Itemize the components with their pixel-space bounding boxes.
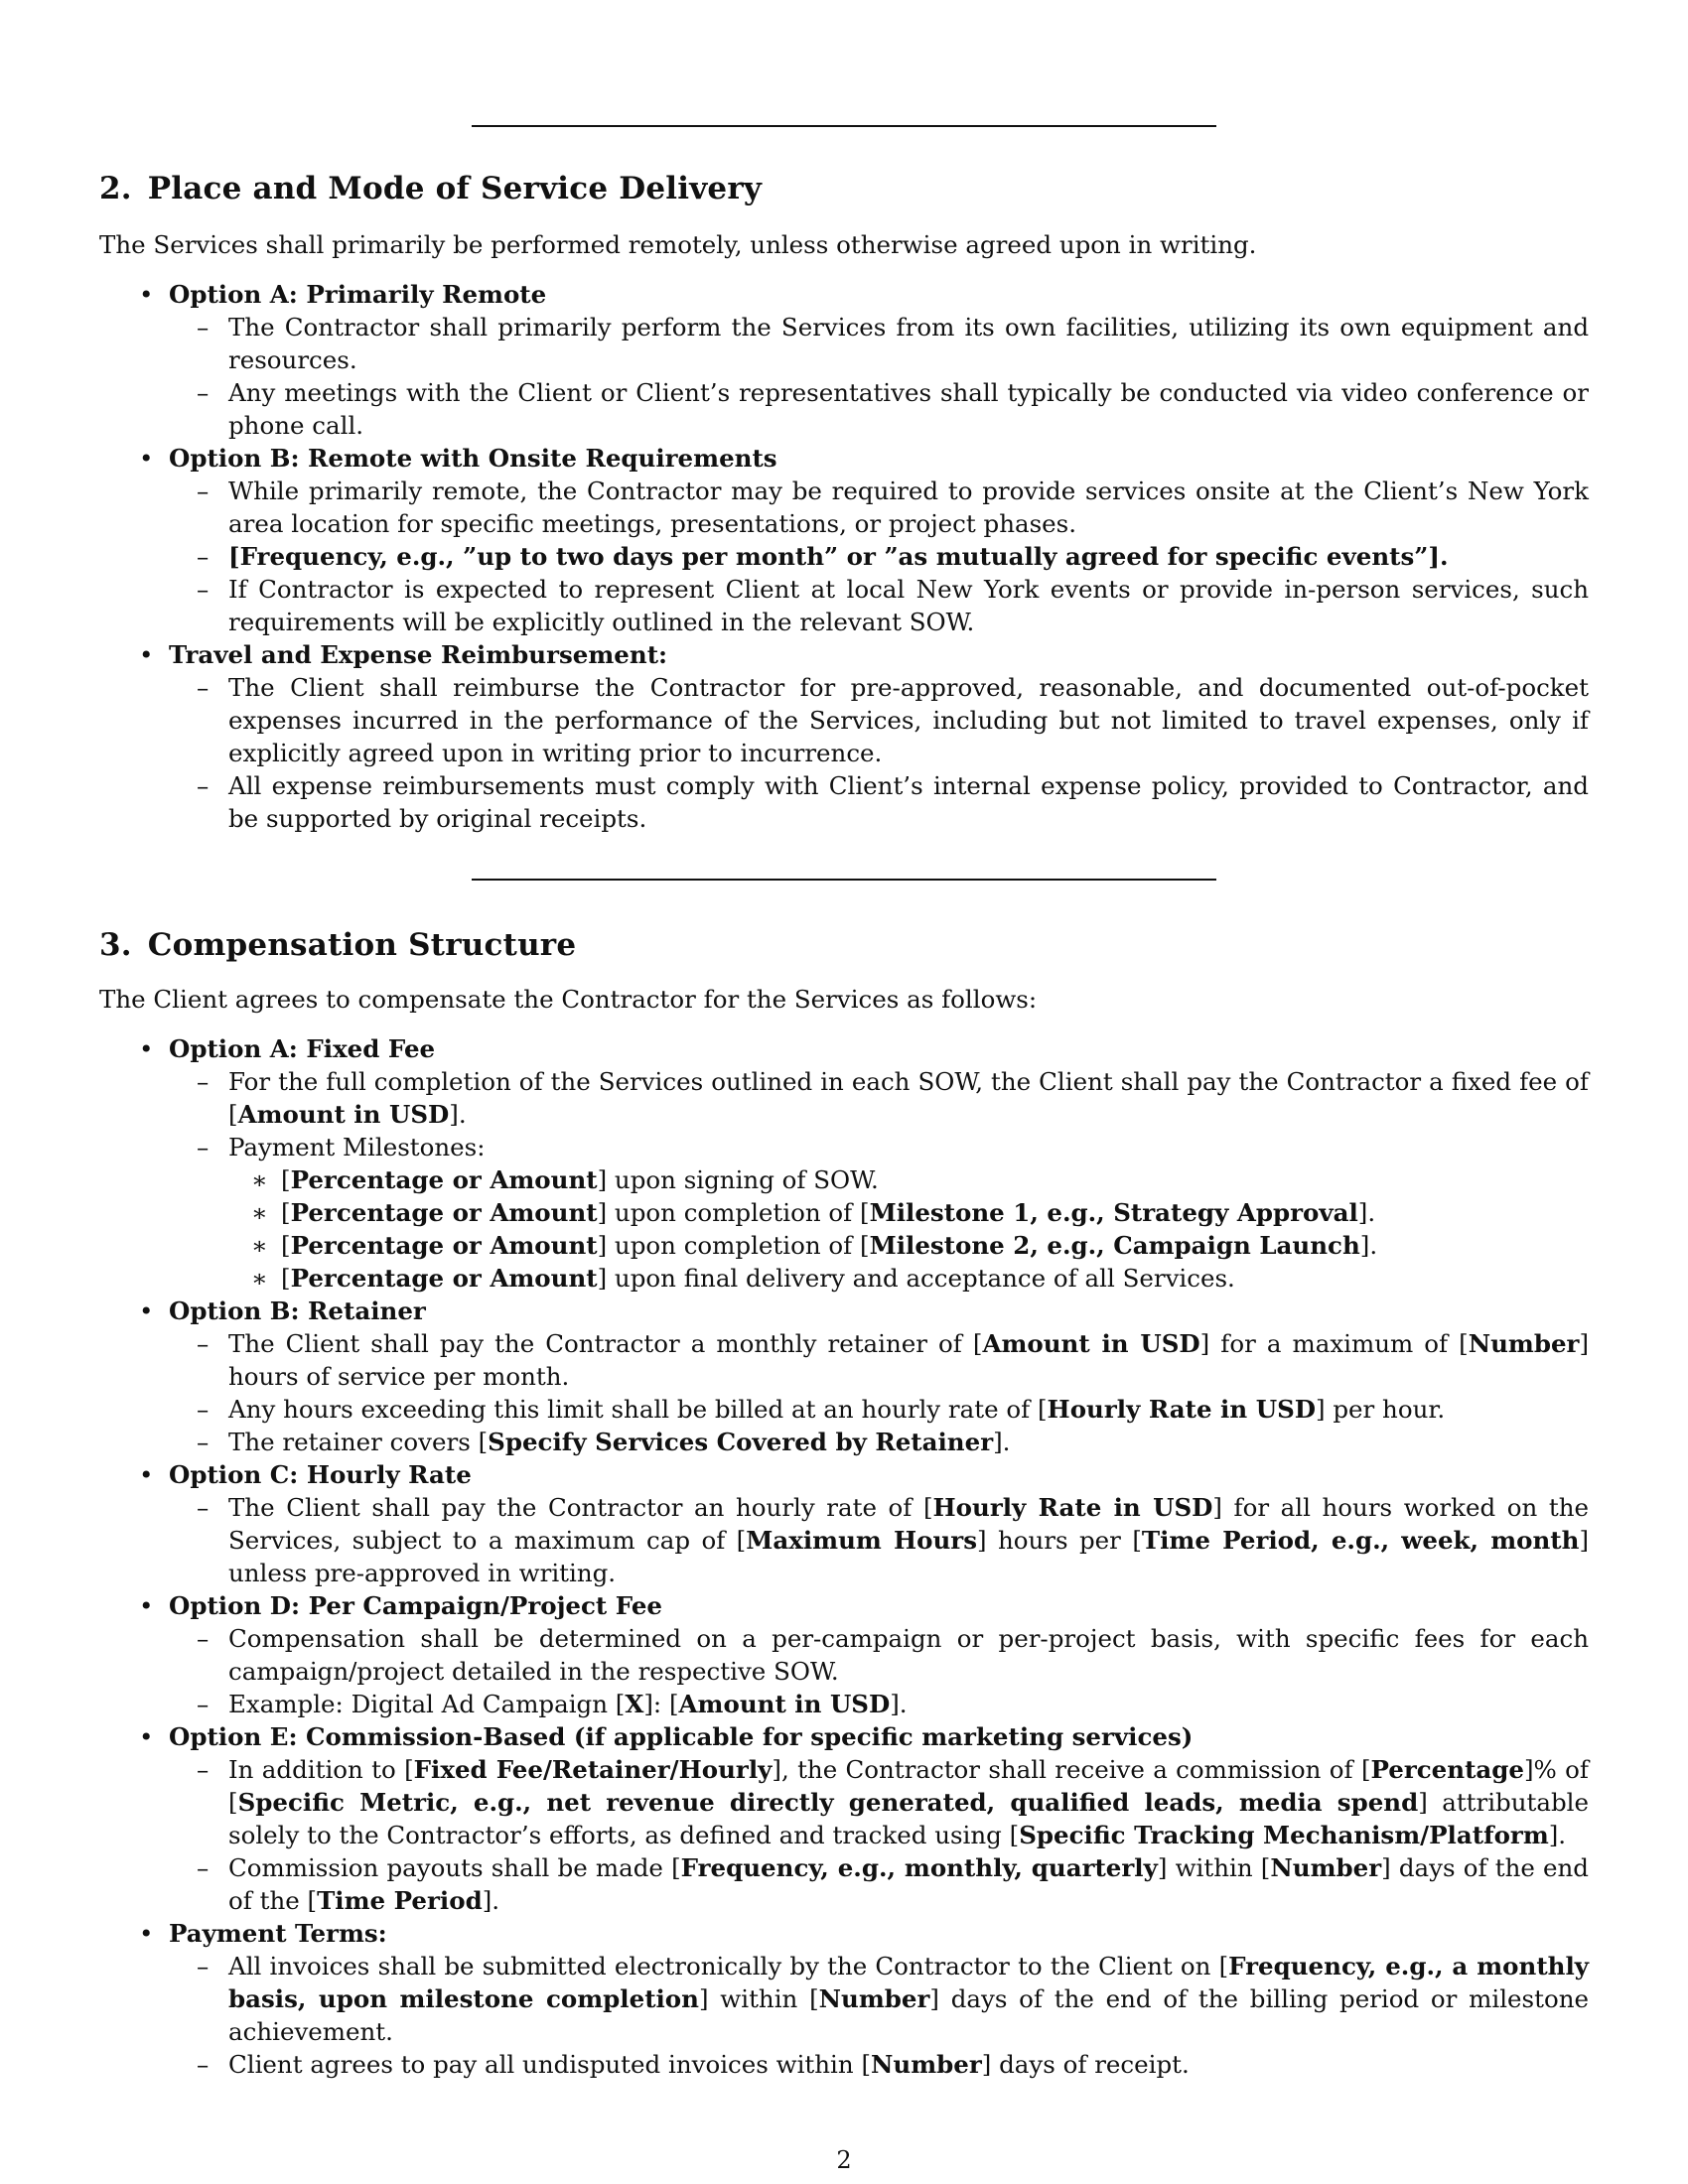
bullet: • — [139, 444, 154, 473]
option-a-fixed-fee: • Option A: Fixed Fee — [139, 1034, 436, 1063]
list-item: – Client agrees to pay all undisputed invoices within [Number] days of receipt. — [197, 2050, 1190, 2079]
section-2-options — [99, 278, 1589, 835]
section-3-intro: The Client agrees to compensate the Contractor for the Services as follows: — [99, 985, 1038, 1014]
payment-terms: • Payment Terms: — [139, 1919, 387, 1948]
mid-divider — [472, 879, 1216, 881]
option-a-remote: • Option A: Primarily Remote — [139, 280, 547, 309]
list-item: – Example: Digital Ad Campaign [X]: [Amount in USD]. — [197, 1690, 908, 1718]
bullet: • — [139, 640, 154, 669]
list-item: – In addition to [Fixed Fee/Retainer/Hourly], the Contractor shall receive a commission of [Percentage]% of [Specific Metric, e.g., net revenue directly generated, qualified leads, media spend] attributable solely to the Contractor’s efforts, as defined and tracked using [Specific Tracking Mechanism/Platform]. — [197, 1755, 1589, 1849]
milestone-item: ∗ [Percentage or Amount] upon completion of [Milestone 2, e.g., Campaign Launch]. — [251, 1231, 1378, 1260]
section-2-intro: The Services shall primarily be performed remotely, unless otherwise agreed upon in writing. — [99, 230, 1257, 259]
option-e-commission: • Option E: Commission-Based (if applicable for specific marketing services) — [139, 1722, 1194, 1751]
option-c-hourly: • Option C: Hourly Rate — [139, 1460, 472, 1489]
page-number: 2 — [836, 2146, 852, 2174]
section-2-heading: 2. Place and Mode of Service Delivery — [99, 171, 763, 206]
list-item: – Compensation shall be determined on a per-campaign or per-project basis, with specific fees for each campaign/project detailed in the respective SOW. — [197, 1624, 1589, 1686]
list-item: – Commission payouts shall be made [Frequency, e.g., monthly, quarterly] within [Number] days of the end of the [Time Period]. — [197, 1853, 1589, 1915]
list-item: – The Client shall pay the Contractor a monthly retainer of [Amount in USD] for a maximum of [Number] hours of service per month. — [197, 1329, 1590, 1391]
milestone-item: ∗ [Percentage or Amount] upon signing of SOW. — [251, 1165, 879, 1194]
list-item: – The retainer covers [Specify Services Covered by Retainer]. — [197, 1428, 1011, 1456]
list-item: – [Frequency, e.g., ”up to two days per month” or ”as mutually agreed for specific events”]. — [197, 542, 1449, 571]
list-item: – All invoices shall be submitted electronically by the Contractor to the Client on [Frequency, e.g., a monthly basis, upon milestone completion] within [Number] days of the end of the billing period or milestone achievement. — [197, 1952, 1589, 2046]
list-item: – If Contractor is expected to represent Client at local New York events or provide in-person services, such requirements will be explicitly outlined in the relevant SOW. — [197, 575, 1589, 636]
list-item: – The Client shall reimburse the Contractor for pre-approved, reasonable, and documented out-of-pocket expenses incurred in the performance of the Services, including but not limited to travel expenses, only if explicitly agreed upon in writing prior to incurrence. — [197, 673, 1589, 767]
option-b-onsite: • Option B: Remote with Onsite Requirements — [139, 444, 777, 473]
option-d-per-campaign: • Option D: Per Campaign/Project Fee — [139, 1591, 663, 1620]
top-divider — [472, 125, 1216, 127]
milestone-item: ∗ [Percentage or Amount] upon completion of [Milestone 1, e.g., Strategy Approval]. — [251, 1198, 1376, 1227]
list-item: – All expense reimbursements must comply with Client’s internal expense policy, provided to Contractor, and be supported by original receipts. — [197, 771, 1589, 833]
option-b-retainer: • Option B: Retainer — [139, 1297, 426, 1325]
section-3-heading: 3. Compensation Structure — [99, 927, 577, 963]
list-item: – Any hours exceeding this limit shall be billed at an hourly rate of [Hourly Rate in USD] per hour. — [197, 1395, 1446, 1424]
list-item: – The Contractor shall primarily perform the Services from its own facilities, utilizing its own equipment and resources. — [197, 313, 1589, 374]
list-item: – Payment Milestones: — [197, 1133, 486, 1161]
list-item: – While primarily remote, the Contractor may be required to provide services onsite at the Client’s New York area location for specific meetings, presentations, or project phases. — [197, 477, 1589, 538]
section-3-options — [99, 1032, 1589, 2081]
milestone-item: ∗ [Percentage or Amount] upon final delivery and acceptance of all Services. — [251, 1264, 1235, 1293]
bullet: • — [139, 280, 154, 309]
list-item: – For the full completion of the Services outlined in each SOW, the Client shall pay the Contractor a fixed fee of [Amount in USD]. — [197, 1067, 1589, 1129]
travel-expense: • Travel and Expense Reimbursement: — [139, 640, 668, 669]
list-item: – Any meetings with the Client or Client’s representatives shall typically be conducted via video conference or phone call. — [197, 378, 1589, 440]
list-item: – The Client shall pay the Contractor an hourly rate of [Hourly Rate in USD] for all hours worked on the Services, subject to a maximum cap of [Maximum Hours] hours per [Time Period, e.g., week, month] unless pre-approved in writing. — [197, 1493, 1590, 1587]
